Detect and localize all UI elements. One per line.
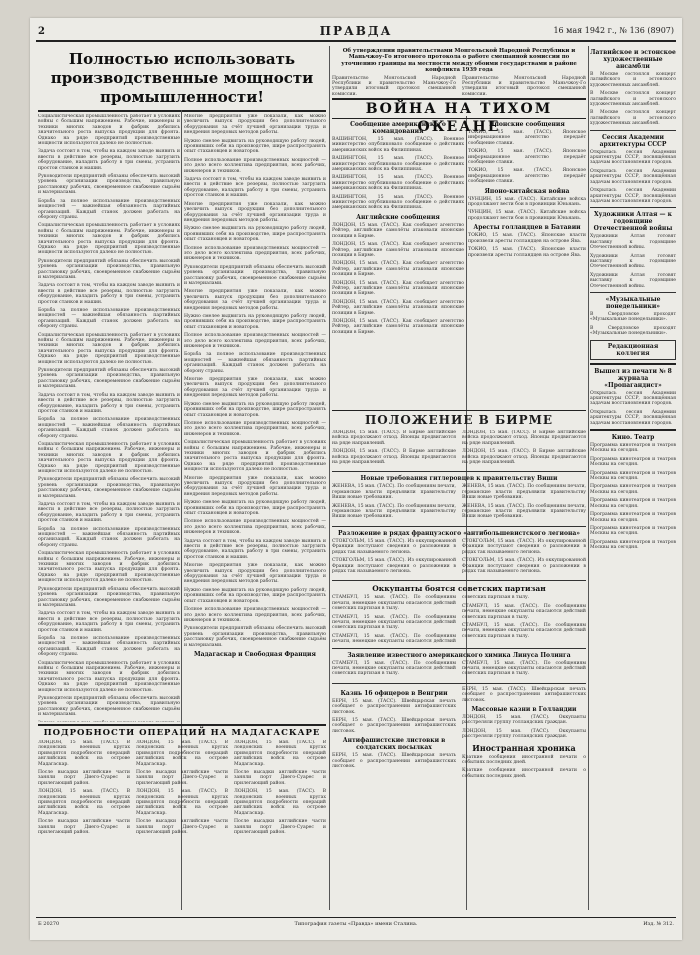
article-paragraph: Полное использование производственных мощностей — это дело всего коллектива предприятия, всех рабочих, инженеров и техников. bbox=[184, 519, 326, 536]
article-paragraph: Открылась сессия Академии архитектуры СССР, посвящённая задачам восстановления городов. bbox=[590, 168, 676, 185]
article-paragraph: ЖЕНЕВА, 15 мая. (ТАСС). По сообщениям печати, германские власти предъявили правительству Виши новые требования. bbox=[332, 484, 456, 501]
article-paragraph: СТОКГОЛЬМ, 15 мая. (ТАСС). Из оккупированной Франции поступают сведения о разложении в рядах так называемого легиона. bbox=[462, 558, 586, 574]
article-paragraph: ТОКИО, 15 мая. (ТАСС). Японское информационное агентство передаёт сообщение ставки. bbox=[468, 149, 586, 166]
article-paragraph: ЧУНЦИН, 15 мая. (ТАСС). Китайские войска продолжают вести бои в провинции Юньнань. bbox=[468, 210, 586, 221]
article-paragraph: СТОКГОЛЬМ, 15 мая. (ТАСС). Из оккупированной Франции поступают сведения о разложении в рядах так называемого легиона. bbox=[462, 538, 586, 555]
article-paragraph: ЛОНДОН, 15 мая. (ТАСС). В лондонских военных кругах приводятся подробности операций английских войск на острове Мадагаскар. bbox=[234, 789, 326, 816]
article-paragraph: Полное использование производственных мощностей — это дело всего коллектива предприятия, всех рабочих, инженеров и техников. bbox=[184, 607, 326, 623]
article-paragraph: Социалистическая промышленность работает в условиях войны с большим напряжением. Рабочие, инженеры и техники многих заводов и фабрик добились значительного роста выпуска продукции для фронта. Однако на ряде предприятий производственные мощности используются далеко не полностью. bbox=[38, 223, 180, 256]
article-paragraph: Руководители предприятий обязаны обеспечить высокий уровень организации производства, правильную расстановку рабочих, своевременное снабжение сырьём и материалами. bbox=[38, 258, 180, 280]
column-2 bbox=[184, 114, 326, 722]
article-paragraph: ЛОНДОН, 15 мая. (ТАСС). Оккупанты расстреляли группу голландских граждан. bbox=[462, 715, 586, 726]
article-paragraph: Художники Алтая готовят выставку к годовщине Отечественной войны. bbox=[590, 272, 676, 289]
separator bbox=[332, 580, 586, 581]
article-paragraph: Многие предприятия уже показали, как можно увеличить выпуск продукции без дополнительного оборудования за счёт лучшей организации труда и внедрения передовых методов работы. bbox=[184, 201, 326, 223]
article-paragraph: В Свердловске проходят «Музыкальные понедельники». bbox=[590, 325, 676, 337]
war-section-header: ВОЙНА НА ТИХОМ ОКЕАНЕ bbox=[332, 98, 586, 119]
column-1 bbox=[38, 114, 180, 722]
section-heading: Латвийское и эстонское художественные ансамбли bbox=[590, 49, 676, 70]
article-paragraph: В Свердловске проходят «Музыкальные понедельники». bbox=[590, 311, 676, 323]
separator bbox=[332, 648, 586, 649]
section-heading: Антифашистские листовки в солдатских посылках bbox=[342, 737, 446, 752]
column-divider bbox=[329, 46, 330, 910]
article-paragraph: ЧУНЦИН, 15 мая. (ТАСС). Китайские войска продолжают вести бои в провинции Юньнань. bbox=[468, 196, 586, 208]
article-paragraph: Нужно смелее выдвигать на руководящую работу людей, проявивших себя на производстве, шире распространять опыт стахановцев и новаторов. bbox=[184, 138, 326, 155]
article-paragraph: Борьба за полное использование производственных мощностей — важнейшая обязанность партийных организаций. Каждый станок должен работать на оборону страны. bbox=[38, 198, 180, 220]
burma-header: ПОЛОЖЕНИЕ В БИРМЕ bbox=[332, 410, 586, 429]
mongolia-article bbox=[332, 46, 586, 96]
section-heading: Японские сообщения bbox=[489, 121, 565, 128]
article-paragraph: Программа кинотеатров и театров Москвы на сегодня. bbox=[590, 470, 676, 482]
section-heading: Кино. Театр bbox=[611, 434, 655, 442]
article-paragraph: Программа кинотеатров и театров Москвы на сегодня. bbox=[590, 539, 676, 551]
article-paragraph: ЛОНДОН, 15 мая. (ТАСС). Как сообщает агентство Рейтер, английские самолёты атаковали японские позиции в Бирме. bbox=[332, 222, 464, 239]
article-paragraph: Борьба за полное использование производственных мощностей — важнейшая обязанность партийных организаций. Каждый станок должен работать на оборону страны. bbox=[184, 352, 326, 374]
article-paragraph: Нужно смелее выдвигать на руководящую работу людей, проявивших себя на производстве, шире распространять опыт стахановцев и новаторов. bbox=[184, 314, 326, 330]
article-paragraph: ЛОНДОН, 15 мая. (ТАСС). В лондонских военных кругах приводятся подробности операций английских войск на острове Мадагаскар. bbox=[136, 789, 228, 816]
article-paragraph: ТОКИО, 15 мая. (ТАСС). Японские власти произвели аресты голландцев на острове Ява. bbox=[468, 247, 586, 258]
madagascar-header: ПОДРОБНОСТИ ОПЕРАЦИЙ НА МАДАГАСКАРЕ bbox=[38, 724, 326, 740]
article-paragraph: ЛОНДОН, 15 мая. (ТАСС). В лондонских военных кругах приводятся подробности операций английских войск на острове Мадагаскар. bbox=[38, 789, 130, 816]
section-heading: Сообщение американского командования bbox=[350, 121, 446, 135]
article-paragraph: После высадки английские части заняли порт Диего-Суарес и прилегающий район. bbox=[136, 819, 228, 836]
article-paragraph: Полное использование производственных мощностей — это дело всего коллектива предприятия, всех рабочих, инженеров и техников. bbox=[184, 245, 326, 262]
article-paragraph: Нужно смелее выдвигать на руководящую работу людей, проявивших себя на производстве, шире распространять опыт стахановцев и новаторов. bbox=[184, 226, 326, 243]
article-paragraph: Руководители предприятий обязаны обеспечить высокий уровень организации производства, правильную расстановку рабочих, своевременное снабжение сырьём и материалами. bbox=[38, 586, 180, 608]
article-paragraph: ЛОНДОН, 15 мая. (ТАСС). В Бирме английские войска продолжают отход. Японцы продвигаются на ряде направлений. bbox=[332, 449, 456, 466]
article-paragraph: Многие предприятия уже показали, как можно увеличить выпуск продукции без дополнительного оборудования за счёт лучшей организации труда и внедрения передовых методов работы. bbox=[184, 289, 326, 311]
article-paragraph: СТАМБУЛ, 15 мая. (ТАСС). По сообщениям печати, немецкие оккупанты опасаются действий советских партизан в тылу. bbox=[332, 595, 456, 612]
issue-date: 16 мая 1942 г., № 136 (8907) bbox=[553, 26, 674, 35]
article-paragraph: ТОКИО, 15 мая. (ТАСС). Японское информационное агентство передаёт сообщение ставки. bbox=[468, 168, 586, 185]
article-paragraph: В Москве состоялся концерт латвийского и эстонского художественных ансамблей. bbox=[590, 72, 676, 88]
article-paragraph: ВАШИНГТОН, 15 мая. (ТАСС). Военное министерство опубликовало сообщение о действиях американских войск на Филиппинах. bbox=[332, 194, 464, 211]
newspaper-name: ПРАВДА bbox=[319, 24, 393, 38]
article-paragraph: ЛОНДОН, 15 мая. (ТАСС). В лондонских военных кругах приводятся подробности операций английских войск на острове Мадагаскар. bbox=[38, 740, 130, 767]
article-paragraph: ЛОНДОН, 15 мая. (ТАСС). В Бирме английские войска продолжают отход. Японцы продвигаются на ряде направлений. bbox=[462, 449, 586, 466]
article-paragraph: Социалистическая промышленность работает в условиях войны с большим напряжением. Рабочие, инженеры и техники многих заводов и фабрик добились значительного роста выпуска продукции для фронта. Однако на ряде предприятий производственные мощности используются далеко не полностью. bbox=[38, 551, 180, 584]
article-paragraph: Руководители предприятий обязаны обеспечить высокий уровень организации производства, правильную расстановку рабочих, своевременное снабжение сырьём и материалами. bbox=[38, 477, 180, 499]
separator bbox=[332, 683, 586, 684]
masthead bbox=[36, 24, 676, 42]
article-paragraph: БЕРН, 15 мая. (ТАСС). Швейцарская печать сообщает о распространении антифашистских листовок. bbox=[332, 698, 456, 715]
article-paragraph: Нужно смелее выдвигать на руководящую работу людей, проявивших себя на производстве, шире распространять опыт стахановцев и новаторов. bbox=[184, 401, 326, 418]
article-paragraph: Правительство Монгольской Народной Республики и правительство Маньчжоу-Го утвердили итоговый протокол смешанной комиссии. bbox=[332, 75, 456, 96]
column-3-4-lower bbox=[332, 430, 586, 910]
article-paragraph: После высадки английские части заняли порт Диего-Суарес и прилегающий район. bbox=[38, 819, 130, 836]
newspaper-page bbox=[30, 18, 682, 940]
separator bbox=[332, 526, 586, 527]
article-paragraph: В Москве состоялся концерт латвийского и эстонского художественных ансамблей. bbox=[590, 91, 676, 108]
article-paragraph: Художники Алтая готовят выставку к годовщине Отечественной войны. bbox=[590, 253, 676, 270]
article-paragraph: Руководители предприятий обязаны обеспечить высокий уровень организации производства, правильную расстановку рабочих, своевременное снабжение сырьём и материалами. bbox=[184, 626, 326, 648]
article-paragraph: Программа кинотеатров и театров Москвы на сегодня. bbox=[590, 443, 676, 454]
article-paragraph: ТОКИО, 15 мая. (ТАСС). Японское информационное агентство передаёт сообщение ставки. bbox=[468, 130, 586, 146]
article-paragraph: СТАМБУЛ, 15 мая. (ТАСС). По сообщениям печати, немецкие оккупанты опасаются действий советских партизан в тылу. bbox=[332, 595, 530, 645]
page-number: 2 bbox=[38, 26, 45, 37]
article-paragraph: Борьба за полное использование производственных мощностей — важнейшая обязанность партийных организаций. Каждый станок должен работать на оборону страны. bbox=[38, 417, 180, 439]
article-paragraph: Открылась сессия Академии архитектуры СССР, посвящённая задачам восстановления городов. bbox=[590, 409, 676, 426]
madagascar-article bbox=[38, 740, 326, 910]
footer-issue: Изд. № 312. bbox=[643, 921, 674, 927]
article-paragraph: Программа кинотеатров и театров Москвы на сегодня. bbox=[590, 498, 676, 509]
article-paragraph: В Москве состоялся концерт латвийского и эстонского художественных ансамблей. bbox=[590, 110, 676, 127]
article-paragraph: Социалистическая промышленность работает в условиях войны с большим напряжением. Рабочие, инженеры и техники многих заводов и фабрик добились значительного роста выпуска продукции для фронта. Однако на ряде предприятий производственные мощности используются далеко не полностью. bbox=[184, 440, 326, 473]
article-paragraph: Многие предприятия уже показали, как можно увеличить выпуск продукции без дополнительного оборудования за счёт лучшей организации труда и внедрения передовых методов работы. bbox=[184, 377, 326, 399]
article-paragraph: Задача состоит в том, чтобы на каждом заводе выявить и ввести в действие все резервы, полностью загрузить оборудование, наладить работу в три смены, устранить простои станков и машин. bbox=[38, 611, 180, 633]
article-paragraph: Краткие сообщения иностранной печати о событиях последних дней. bbox=[462, 768, 586, 779]
article-paragraph: Программа кинотеатров и театров Москвы на сегодня. bbox=[590, 456, 676, 468]
article-paragraph: ВАШИНГТОН, 15 мая. (ТАСС). Военное министерство опубликовало сообщение о действиях американских войск на Филиппинах. bbox=[332, 175, 464, 192]
article-paragraph: Задача состоит в том, чтобы на каждом заводе выявить и ввести в действие все резервы, полностью загрузить оборудование, наладить работу в три смены, устранить простои станков и машин. bbox=[38, 502, 180, 524]
article-paragraph: Социалистическая промышленность работает в условиях войны с большим напряжением. Рабочие, инженеры и техники многих заводов и фабрик добились значительного роста выпуска продукции для фронта. Однако на ряде предприятий производственные мощности используются далеко не полностью. bbox=[38, 660, 180, 693]
article-paragraph: Многие предприятия уже показали, как можно увеличить выпуск продукции без дополнительного оборудования за счёт лучшей организации труда и внедрения передовых методов работы. bbox=[184, 563, 326, 585]
section-heading: Казнь 16 офицеров в Венгрии bbox=[340, 689, 448, 697]
article-paragraph: После высадки английские части заняли порт Диего-Суарес и прилегающий район. bbox=[234, 770, 326, 786]
article-paragraph: СТАМБУЛ, 15 мая. (ТАСС). По сообщениям печати, немецкие оккупанты опасаются действий советских партизан в тылу. bbox=[462, 660, 586, 677]
article-paragraph: ЛОНДОН, 15 мая. (ТАСС). Как сообщает агентство Рейтер, английские самолёты атаковали японские позиции в Бирме. bbox=[332, 299, 464, 316]
separator bbox=[590, 429, 676, 431]
article-paragraph: Руководители предприятий обязаны обеспечить высокий уровень организации производства, правильную расстановку рабочих, своевременное снабжение сырьём и материалами. bbox=[38, 368, 180, 390]
article-paragraph: Многие предприятия уже показали, как можно увеличить выпуск продукции без дополнительного оборудования за счёт лучшей организации труда и внедрения передовых методов работы. bbox=[184, 475, 326, 497]
section-heading: Заявление известного американского химика Линуса Полинга bbox=[347, 651, 571, 659]
article-paragraph: БЕРН, 15 мая. (ТАСС). Швейцарская печать сообщает о распространении антифашистских листовок. bbox=[462, 686, 586, 703]
article-paragraph: Полное использование производственных мощностей — это дело всего коллектива предприятия, всех рабочих, инженеров и техников. bbox=[184, 333, 326, 350]
separator bbox=[590, 292, 676, 293]
section-heading: Оккупанты боятся советских партизан bbox=[372, 584, 546, 594]
article-paragraph: СТАМБУЛ, 15 мая. (ТАСС). По сообщениям печати, немецкие оккупанты опасаются действий советских партизан в тылу. bbox=[332, 614, 456, 631]
column-divider bbox=[588, 46, 589, 910]
article-paragraph: СТАМБУЛ, 15 мая. (ТАСС). По сообщениям печати, немецкие оккупанты опасаются действий советских партизан в тылу. bbox=[462, 603, 586, 620]
section-heading: Массовые казни в Голландии bbox=[471, 706, 577, 713]
article-paragraph: ЛОНДОН, 15 мая. (ТАСС). В Бирме английские войска продолжают отход. Японцы продвигаются на ряде направлений. bbox=[332, 430, 456, 446]
section-heading: Английские сообщения bbox=[356, 213, 440, 221]
separator bbox=[590, 130, 676, 131]
article-paragraph: ТОКИО, 15 мая. (ТАСС). Японские власти произвели аресты голландцев на острове Ява. bbox=[468, 233, 586, 244]
section-heading: Вышел из печати № 8 журнала «Пропагандист» bbox=[594, 367, 672, 389]
article-paragraph: Борьба за полное использование производственных мощностей — важнейшая обязанность партийных организаций. Каждый станок должен работать на оборону страны. bbox=[38, 635, 180, 658]
article-paragraph: ЛОНДОН, 15 мая. (ТАСС). В лондонских военных кругах приводятся подробности операций английских войск на острове Мадагаскар. bbox=[136, 740, 228, 767]
article-paragraph bbox=[38, 721, 180, 722]
article-paragraph: Нужно смелее выдвигать на руководящую работу людей, проявивших себя на производстве, шире распространять опыт стахановцев и новаторов. bbox=[184, 587, 326, 604]
article-paragraph: ЛОНДОН, 15 мая. (ТАСС). В лондонских военных кругах приводятся подробности операций английских войск на острове Мадагаскар. bbox=[234, 740, 326, 767]
article-paragraph: Задача состоит в том, чтобы на каждом заводе выявить и ввести в действие все резервы, полностью загрузить оборудование, наладить работу в три смены, устранить простои станков и машин. bbox=[38, 149, 180, 171]
article-paragraph: Нужно смелее выдвигать на руководящую работу людей, проявивших себя на производстве, шире распространять опыт стахановцев и новаторов. bbox=[184, 500, 326, 516]
section-heading: «Музыкальные понедельники» bbox=[605, 295, 661, 310]
article-paragraph: Борьба за полное использование производственных мощностей — важнейшая обязанность партийных организаций. Каждый станок должен работать на оборону страны. bbox=[38, 308, 180, 330]
section-heading: Японо-китайская война bbox=[484, 187, 570, 195]
article-paragraph: Открылась сессия Академии архитектуры СССР, посвящённая задачам восстановления городов. bbox=[590, 188, 676, 204]
article-paragraph: Открылась сессия Академии архитектуры СССР, посвящённая задачам восстановления городов. bbox=[590, 390, 676, 407]
article-paragraph: Задача состоит в том, чтобы на каждом заводе выявить и ввести в действие все резервы, полностью загрузить оборудование, наладить работу в три смены, устранить простои станков и машин. bbox=[184, 177, 326, 199]
article-paragraph: ЛОНДОН, 15 мая. (ТАСС). Как сообщает агентство Рейтер, английские самолёты атаковали японские позиции в Бирме. bbox=[332, 261, 464, 278]
article-paragraph: Полное использование производственных мощностей — это дело всего коллектива предприятия, всех рабочих, инженеров и техников. bbox=[184, 157, 326, 174]
article-paragraph: Социалистическая промышленность работает в условиях войны с большим напряжением. Рабочие, инженеры и техники многих заводов и фабрик добились значительного роста выпуска продукции для фронта. Однако на ряде предприятий производственные мощности используются далеко не полностью. bbox=[38, 114, 180, 147]
section-heading: Иностранная хроника bbox=[472, 742, 576, 753]
column-5 bbox=[590, 46, 676, 910]
footer-printer: Типография газеты «Правда» имени Сталина. bbox=[294, 921, 418, 927]
article-paragraph: Открылась сессия Академии архитектуры СССР, посвящённая задачам восстановления городов. bbox=[590, 149, 676, 166]
article-paragraph: Полное использование производственных мощностей — это дело всего коллектива предприятия, всех рабочих, инженеров и техников. bbox=[184, 420, 326, 437]
article-paragraph: ВАШИНГТОН, 15 мая. (ТАСС). Военное министерство опубликовало сообщение о действиях американских войск на Филиппинах. bbox=[332, 156, 464, 173]
article-paragraph: Задача состоит в том, чтобы на каждом заводе выявить и ввести в действие все резервы, полностью загрузить оборудование, наладить работу в три смены, устранить простои станков и машин. bbox=[38, 283, 180, 305]
article-paragraph: Краткие сообщения иностранной печати о событиях последних дней. bbox=[462, 754, 586, 766]
separator bbox=[590, 363, 676, 365]
article-paragraph: ЛОНДОН, 15 мая. (ТАСС). Как сообщает агентство Рейтер, английские самолёты атаковали японские позиции в Бирме. bbox=[332, 242, 464, 258]
section-heading: Художники Алтая — к годовщине Отечественной войны bbox=[593, 211, 673, 233]
article-paragraph: ВАШИНГТОН, 15 мая. (ТАСС). Военное министерство опубликовало сообщение о действиях американских войск на Филиппинах. bbox=[332, 137, 464, 153]
section-heading: Аресты голландцев в Батавии bbox=[473, 224, 581, 232]
column-3-upper bbox=[332, 118, 464, 408]
section-heading: Об утверждении правительствами Монгольской Народной Республики и Маньчжоу-Го итогового протокола о работе смешанной комиссии по уточнению границы на местности между обоими государствами в районе конфликта 1939 года bbox=[341, 48, 577, 74]
article-paragraph: Задача состоит в том, чтобы на каждом заводе выявить и ввести в действие все резервы, полностью загрузить оборудование, наладить работу в три смены, устранить простои станков и машин. bbox=[184, 538, 326, 560]
article-paragraph: БЕРН, 15 мая. (ТАСС). Швейцарская печать сообщает о распространении антифашистских листовок. bbox=[332, 753, 456, 770]
article-paragraph: Задача состоит в том, чтобы на каждом заводе выявить и ввести в действие все резервы, полностью загрузить оборудование, наладить работу в три смены, устранить простои станков и машин. bbox=[38, 392, 180, 414]
article-paragraph: Руководители предприятий обязаны обеспечить высокий уровень организации производства, правильную расстановку рабочих, своевременное снабжение сырьём и материалами. bbox=[38, 696, 180, 718]
article-paragraph: Социалистическая промышленность работает в условиях войны с большим напряжением. Рабочие, инженеры и техники многих заводов и фабрик добились значительного роста выпуска продукции для фронта. Однако на ряде предприятий производственные мощности используются далеко не полностью. bbox=[38, 441, 180, 474]
article-paragraph: ЛОНДОН, 15 мая. (ТАСС). Как сообщает агентство Рейтер, английские самолёты атаковали японские позиции в Бирме. bbox=[332, 280, 464, 297]
section-heading: Мадагаскар и Свободная Франция bbox=[194, 650, 316, 658]
section-heading: Новые требования гитлеровцев к правительству Виши bbox=[360, 475, 558, 483]
article-paragraph: Правительство Монгольской Народной Республики и правительство Маньчжоу-Го утвердили итоговый протокол смешанной комиссии. bbox=[462, 75, 586, 96]
article-paragraph: Художники Алтая готовят выставку к годовщине Отечественной войны. bbox=[590, 234, 676, 251]
editorial-board-box: Редакционная коллегия bbox=[590, 340, 676, 360]
article-paragraph: После высадки английские части заняли порт Диего-Суарес и прилегающий район. bbox=[136, 770, 228, 786]
article-paragraph: БЕРН, 15 мая. (ТАСС). Швейцарская печать сообщает о распространении антифашистских листовок. bbox=[332, 718, 456, 734]
separator bbox=[332, 471, 586, 472]
column-4-upper bbox=[468, 118, 586, 408]
page-footer bbox=[36, 917, 676, 932]
article-paragraph: После высадки английские части заняли порт Диего-Суарес и прилегающий район. bbox=[234, 819, 326, 836]
lead-title: Полностью использовать производственные мощности промышленности! bbox=[50, 50, 314, 106]
article-paragraph: Программа кинотеатров и театров Москвы на сегодня. bbox=[590, 512, 676, 523]
section-heading: Разложение в рядах французского «антибольшевистского легиона» bbox=[338, 529, 580, 537]
lead-article-header bbox=[38, 46, 326, 112]
article-paragraph: СТАМБУЛ, 15 мая. (ТАСС). По сообщениям печати, немецкие оккупанты опасаются действий советских партизан в тылу. bbox=[462, 622, 586, 639]
article-paragraph: ЖЕНЕВА, 15 мая. (ТАСС). По сообщениям печати, германские власти предъявили правительству Виши новые требования. bbox=[332, 503, 456, 520]
article-paragraph: Борьба за полное использование производственных мощностей — важнейшая обязанность партийных организаций. Каждый станок должен работать на оборону страны. bbox=[38, 526, 180, 548]
article-paragraph: Многие предприятия уже показали, как можно увеличить выпуск продукции без дополнительного оборудования за счёт лучшей организации труда и внедрения передовых методов работы. bbox=[184, 114, 326, 136]
article-paragraph: СТОКГОЛЬМ, 15 мая. (ТАСС). Из оккупированной Франции поступают сведения о разложении в рядах так называемого легиона. bbox=[332, 538, 456, 555]
article-paragraph: После высадки английские части заняли порт Диего-Суарес и прилегающий район. bbox=[38, 770, 130, 786]
article-paragraph: Программа кинотеатров и театров Москвы на сегодня. bbox=[590, 484, 676, 495]
footer-code: Б 20270 bbox=[38, 921, 60, 927]
article-paragraph: ЛОНДОН, 15 мая. (ТАСС). В Бирме английские войска продолжают отход. Японцы продвигаются на ряде направлений. bbox=[462, 430, 586, 446]
article-paragraph: Социалистическая промышленность работает в условиях войны с большим напряжением. Рабочие, инженеры и техники многих заводов и фабрик добились значительного роста выпуска продукции для фронта. Однако на ряде предприятий производственные мощности используются далеко не полностью. bbox=[38, 332, 180, 365]
article-paragraph: ЛОНДОН, 15 мая. (ТАСС). Оккупанты расстреляли группу голландских граждан. bbox=[462, 728, 586, 740]
section-heading: Сессия Академии архитектуры СССР bbox=[599, 133, 667, 148]
article-paragraph: ЖЕНЕВА, 15 мая. (ТАСС). По сообщениям печати, германские власти предъявили правительству Виши новые требования. bbox=[462, 503, 586, 520]
article-paragraph: ЖЕНЕВА, 15 мая. (ТАСС). По сообщениям печати, германские власти предъявили правительству Виши новые требования. bbox=[462, 484, 586, 501]
article-paragraph: СТАМБУЛ, 15 мая. (ТАСС). По сообщениям печати, немецкие оккупанты опасаются действий советских партизан в тылу. bbox=[332, 660, 456, 677]
article-paragraph: Руководители предприятий обязаны обеспечить высокий уровень организации производства, правильную расстановку рабочих, своевременное снабжение сырьём и материалами. bbox=[184, 264, 326, 286]
separator bbox=[590, 207, 676, 208]
article-paragraph: Руководители предприятий обязаны обеспечить высокий уровень организации производства, правильную расстановку рабочих, своевременное снабжение сырьём и материалами. bbox=[38, 174, 180, 196]
article-paragraph: СТОКГОЛЬМ, 15 мая. (ТАСС). Из оккупированной Франции поступают сведения о разложении в рядах так называемого легиона. bbox=[332, 558, 456, 574]
article-paragraph: Программа кинотеатров и театров Москвы на сегодня. bbox=[590, 525, 676, 537]
article-paragraph: ЛОНДОН, 15 мая. (ТАСС). Как сообщает агентство Рейтер, английские самолёты атаковали японские позиции в Бирме. bbox=[332, 318, 464, 335]
